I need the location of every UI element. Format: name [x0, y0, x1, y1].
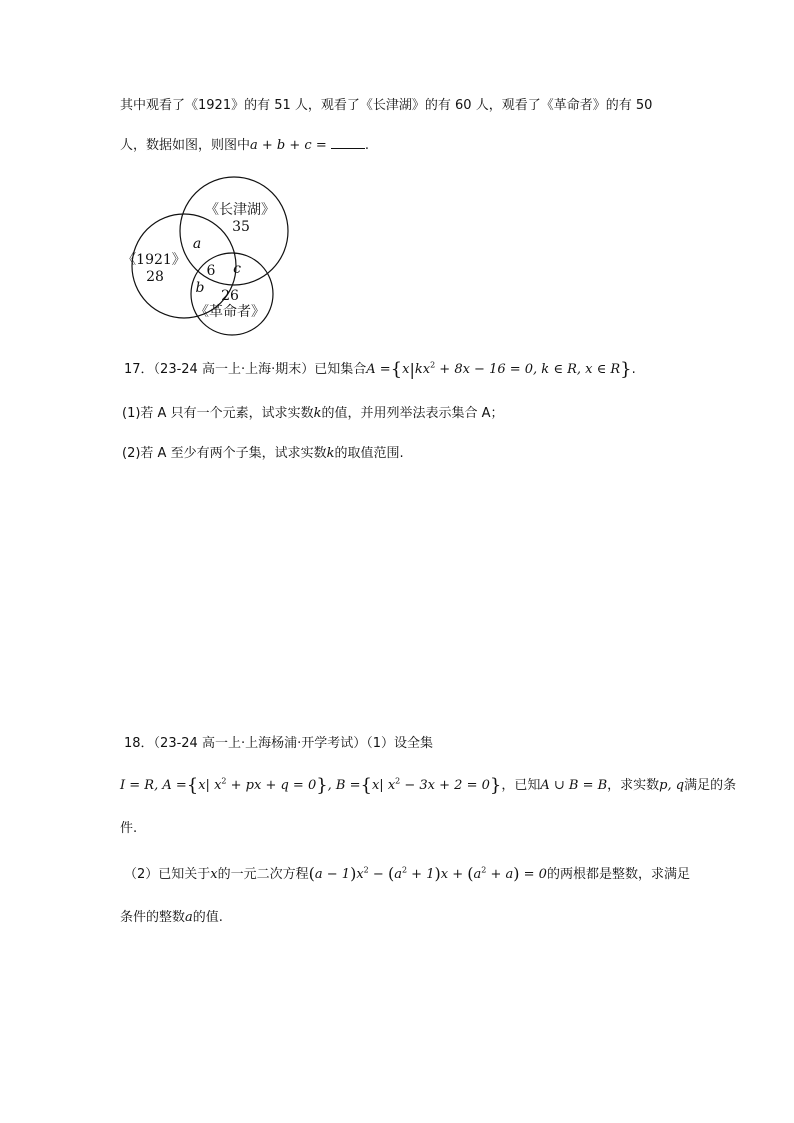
- problem16-expression: a + b + c =: [250, 138, 327, 153]
- l4-var-x: x: [210, 867, 218, 882]
- problem16-period: .: [364, 138, 369, 153]
- problem17-period: .: [631, 362, 636, 377]
- label-1921: 《1921》: [122, 252, 186, 268]
- problem18-line5: [120, 908, 223, 928]
- paren-1-close: ): [350, 864, 357, 883]
- brace-a-close: }: [316, 775, 328, 796]
- l5-text-b: 的值.: [192, 910, 223, 925]
- eq-exp3: 2: [481, 865, 487, 875]
- set-a-exp: 2: [430, 360, 436, 370]
- set-a-cond2: + 8x − 16 = 0, k ∈ R, x ∈ R: [435, 362, 621, 377]
- l4-text-b: 的一元二次方程: [217, 867, 309, 882]
- set-a-var: x| x: [198, 778, 222, 793]
- brace-b-close: }: [489, 775, 502, 796]
- value-changjin: 35: [232, 219, 250, 235]
- q1-text-a: (1)若 A 只有一个元素，试求实数: [122, 406, 314, 421]
- answer-blank: [331, 136, 365, 149]
- problem18-line2: [120, 776, 736, 796]
- problem18-line3: [120, 819, 137, 839]
- value-geming: 26: [221, 288, 239, 304]
- eq-part1: a − 1: [314, 867, 351, 882]
- var-a: a: [192, 236, 202, 252]
- problem17-header: [124, 360, 636, 380]
- q1-var-k: k: [313, 406, 322, 421]
- paren-3-close: ): [513, 864, 520, 883]
- set-a-cond: + px + q = 0: [226, 778, 317, 793]
- l5-text-a: 条件的整数: [120, 910, 186, 925]
- eq-part7: a: [473, 867, 482, 882]
- problem16-line2-text: 人，数据如图，则图中: [120, 138, 251, 153]
- problem17-q2: [122, 444, 404, 464]
- value-1921: 28: [146, 269, 164, 285]
- problem18-number: 18．: [124, 736, 154, 751]
- problem16-line2: [120, 136, 369, 156]
- label-changjin: 《长津湖》: [205, 202, 275, 218]
- brace-b-open: {: [360, 775, 372, 796]
- l4-text-c: 的两根都是整数，求满足: [546, 867, 690, 882]
- brace-a-open: {: [186, 775, 199, 796]
- paren-2-open: (: [387, 864, 395, 883]
- problem18-header: [124, 734, 433, 754]
- eq-exp1: 2: [363, 865, 369, 875]
- problem18-line4: [124, 864, 690, 885]
- vars-pq: p, q: [659, 778, 685, 793]
- var-b: b: [195, 280, 205, 296]
- problem16-line1-text: 其中观看了《1921》的有 51 人，观看了《长津湖》的有 60 人，观看了《革命者》的有 50: [120, 98, 653, 113]
- set-a-var: x: [402, 362, 410, 377]
- brace-open: {: [390, 359, 403, 380]
- eq-exp2: 2: [401, 865, 408, 875]
- q2-text-a: (2)若 A 至少有两个子集，试求实数: [122, 446, 327, 461]
- l2-text2: ，求实数: [607, 778, 660, 793]
- value-center: 6: [206, 263, 216, 279]
- l4-text-a: （2）已知关于: [124, 867, 211, 882]
- universal-set: I = R, A =: [120, 778, 187, 793]
- set-b-cond: − 3x + 2 = 0: [400, 778, 490, 793]
- var-c: c: [233, 261, 241, 277]
- set-b-name: , B =: [327, 778, 361, 793]
- q1-text-b: 的值，并用列举法表示集合 A；: [321, 406, 504, 421]
- q2-text-b: 的取值范围.: [334, 446, 404, 461]
- brace-close: }: [620, 359, 632, 380]
- eq-part9: = 0: [519, 867, 547, 882]
- paren-3-open: (: [467, 864, 474, 883]
- set-b-var: x| x: [371, 778, 396, 793]
- eq-part2: x: [356, 867, 364, 882]
- eq-part8: + a: [486, 867, 514, 882]
- eq-part3: −: [368, 867, 388, 882]
- set-a-exp: 2: [221, 776, 227, 786]
- l3-text: 件.: [120, 821, 138, 836]
- l2-text1: ，已知: [501, 778, 541, 793]
- set-bar: |: [409, 360, 415, 379]
- label-geming: 《革命者》: [195, 304, 265, 320]
- problem16-line1: [120, 96, 652, 116]
- paren-1-open: (: [308, 864, 315, 883]
- eq-part5: + 1: [407, 867, 435, 882]
- venn-diagram: [120, 176, 310, 341]
- problem17-number: 17．: [124, 362, 154, 377]
- problem18-source: （23-24 高一上·上海杨浦·开学考试）（1）设全集: [153, 736, 433, 751]
- set-b-exp: 2: [395, 776, 401, 786]
- union-expr: A ∪ B = B: [540, 778, 608, 793]
- problem17-q1: [122, 404, 504, 424]
- set-a-cond1: kx: [414, 362, 431, 377]
- problem17-source: （23-24 高一上·上海·期末）已知集合: [153, 362, 367, 377]
- eq-part6: x +: [440, 867, 468, 882]
- q2-var-k: k: [326, 446, 335, 461]
- l2-text3: 满足的条: [684, 778, 737, 793]
- set-a-name: A =: [366, 362, 391, 377]
- l5-var-a: a: [185, 910, 193, 925]
- paren-2-close: ): [434, 864, 441, 883]
- eq-part4: a: [394, 867, 402, 882]
